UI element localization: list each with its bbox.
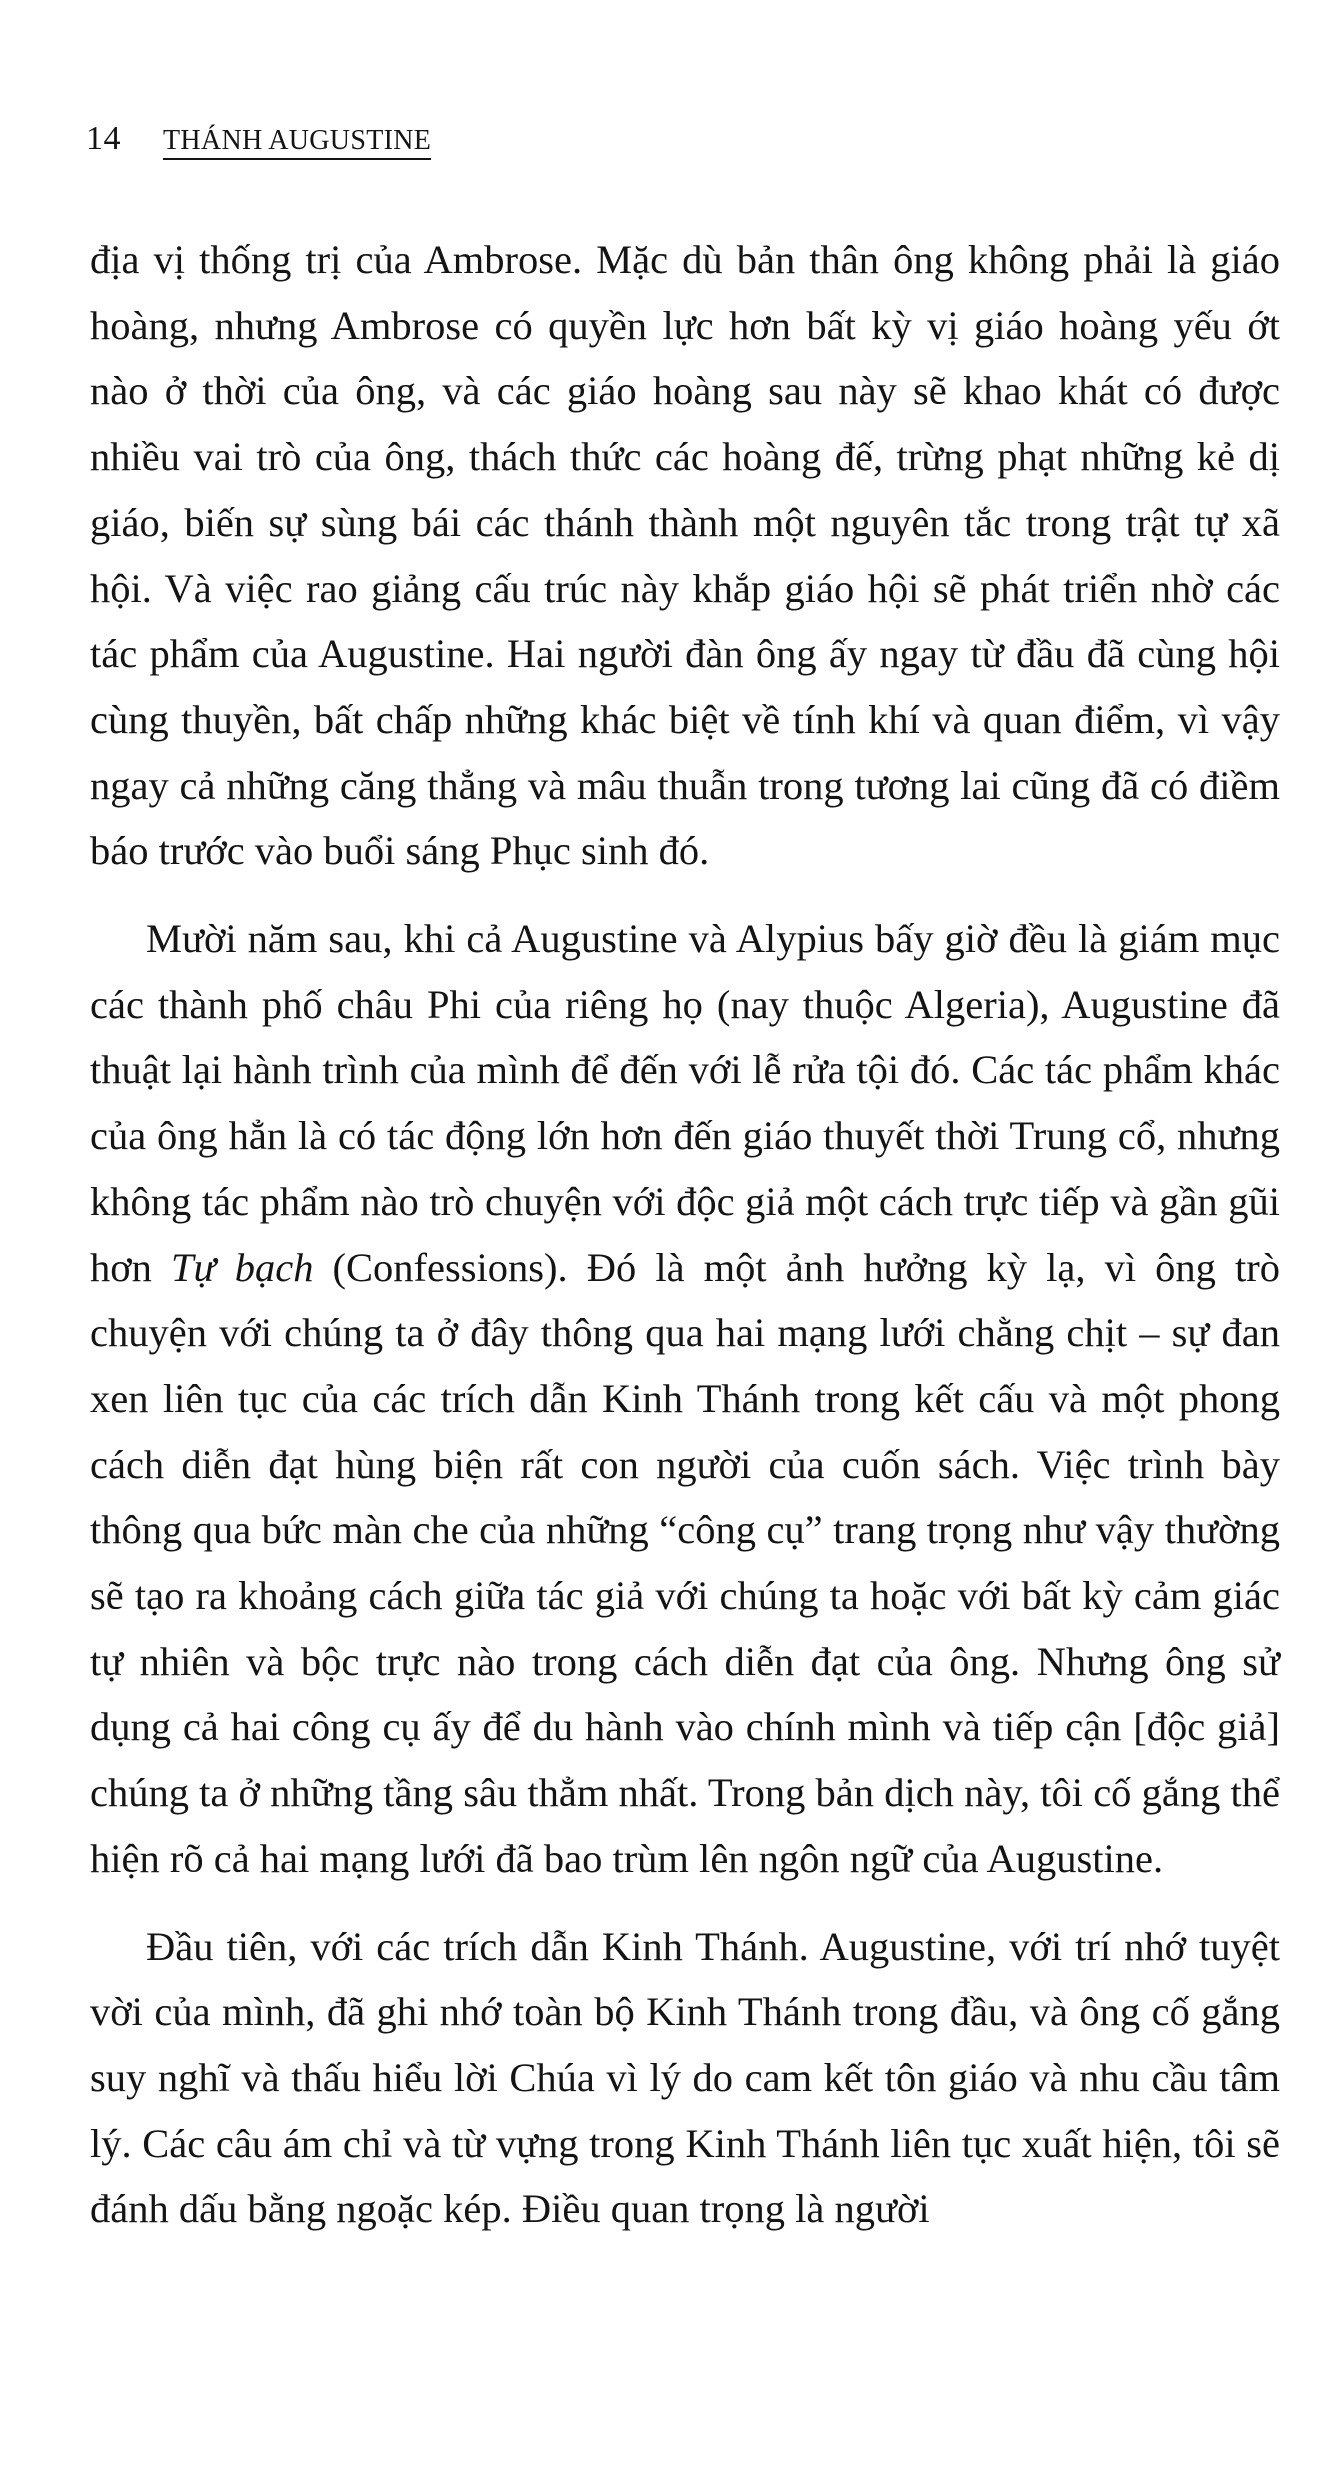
book-title: THÁNH AUGUSTINE xyxy=(163,126,431,160)
page-number: 14 xyxy=(86,120,121,157)
running-head xyxy=(86,120,431,170)
italic-book-title: Tự bạch xyxy=(171,1244,314,1290)
paragraph-2-text-after: (Confessions). Đó là một ảnh hưởng kỳ lạ, vì ông trò chuyện với chúng ta ở đây thông qua hai mạng lưới chằng chịt – sự đan xen liên tục của các trích dẫn Kinh Thánh trong kết cấu và một phong cách diễn đạt hùng biện rất con người của cuốn sách. Việc trình bày thông qua bức màn che của những “công cụ” trang trọng như vậy thường sẽ tạo ra khoảng cách giữa tác giả với chúng ta hoặc với bất kỳ cảm giác tự nhiên và bộc trực nào trong cách diễn đạt của ông. Nhưng ông sử dụng cả hai công cụ ấy để du hành vào chính mình và tiếp cận [độc giả] chúng ta ở những tầng sâu thẳm nhất. Trong bản dịch này, tôi cố gắng thể hiện rõ cả hai mạng lưới đã bao trùm lên ngôn ngữ của Augustine. xyxy=(90,1244,1280,1881)
paragraph-3: Đầu tiên, với các trích dẫn Kinh Thánh. Augustine, với trí nhớ tuyệt vời của mình, đã ghi nhớ toàn bộ Kinh Thánh trong đầu, và ông cố gắng suy nghĩ và thấu hiểu lời Chúa vì lý do cam kết tôn giáo và nhu cầu tâm lý. Các câu ám chỉ và từ vựng trong Kinh Thánh liên tục xuất hiện, tôi sẽ đánh dấu bằng ngoặc kép. Điều quan trọng là người xyxy=(90,1923,1280,2232)
paragraph-2-text-before: Mười năm sau, khi cả Augustine và Alypius bấy giờ đều là giám mục các thành phố châu Phi của riêng họ (nay thuộc Algeria), Augustine đã thuật lại hành trình của mình để đến với lễ rửa tội đó. Các tác phẩm khác của ông hẳn là có tác động lớn hơn đến giáo thuyết thời Trung cổ, nhưng không tác phẩm nào trò chuyện với độc giả một cách trực tiếp và gần gũi hơn xyxy=(90,916,1280,1290)
body-text xyxy=(90,227,1280,2242)
paragraph-1: địa vị thống trị của Ambrose. Mặc dù bản thân ông không phải là giáo hoàng, nhưng Ambrose có quyền lực hơn bất kỳ vị giáo hoàng yếu ớt nào ở thời của ông, và các giáo hoàng sau này sẽ khao khát có được nhiều vai trò của ông, thách thức các hoàng đế, trừng phạt những kẻ dị giáo, biến sự sùng bái các thánh thành một nguyên tắc trong trật tự xã hội. Và việc rao giảng cấu trúc này khắp giáo hội sẽ phát triển nhờ các tác phẩm của Augustine. Hai người đàn ông ấy ngay từ đầu đã cùng hội cùng thuyền, bất chấp những khác biệt về tính khí và quan điểm, vì vậy ngay cả những căng thẳng và mâu thuẫn trong tương lai cũng đã có điềm báo trước vào buổi sáng Phục sinh đó. xyxy=(90,237,1280,874)
paragraph-2 xyxy=(90,906,1280,1892)
